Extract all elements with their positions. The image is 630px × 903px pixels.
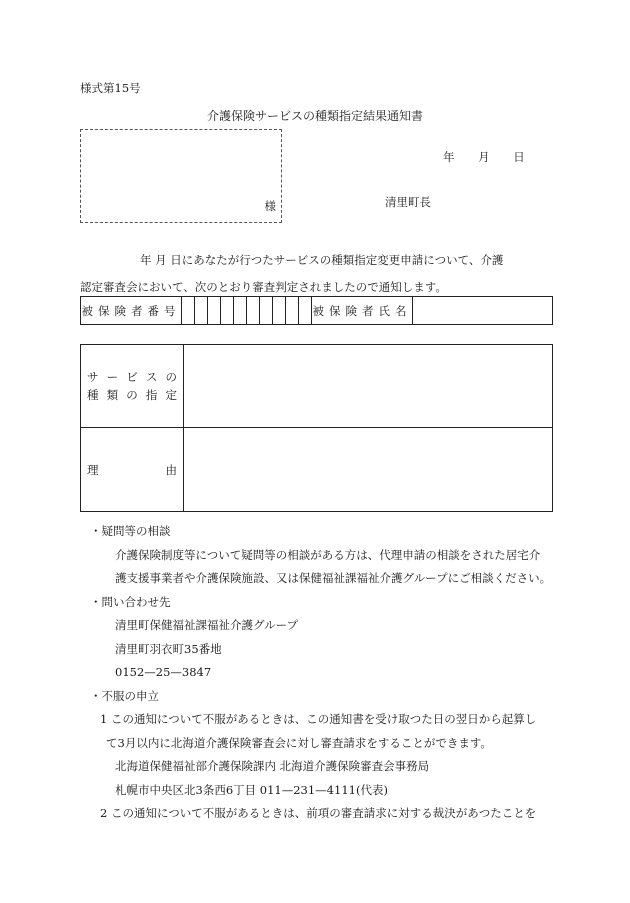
contact-address: 清里町羽衣町35番地 [115, 641, 222, 656]
insured-number-digit[interactable] [273, 297, 286, 325]
addressee-box[interactable] [80, 129, 282, 223]
document-title: 介護保険サービスの種類指定結果通知書 [206, 109, 423, 123]
notes-section [80, 520, 555, 826]
insured-number-digit[interactable] [208, 297, 221, 325]
label-char: の [165, 370, 177, 384]
insured-name-field[interactable] [413, 297, 553, 325]
insured-number-digit[interactable] [286, 297, 299, 325]
addressee-suffix: 様 [264, 199, 276, 213]
insured-number-digit[interactable] [221, 297, 234, 325]
insured-number-label: 被保険者番号 [81, 297, 182, 325]
insured-number-digit[interactable] [234, 297, 247, 325]
insured-number-digit[interactable] [182, 297, 195, 325]
label-char: 類 [106, 388, 119, 402]
designation-label-line-2 [87, 386, 177, 404]
insured-number-digit[interactable] [299, 297, 312, 325]
label-char: ー [106, 370, 119, 384]
label-char: ス [145, 370, 158, 384]
appeal-1-line-2: て3月以内に北海道介護保険審査会に対し審査請求をすることができます。 [106, 735, 492, 750]
label-char: 定 [165, 388, 177, 402]
appeal-heading: ・不服の申立 [90, 688, 159, 703]
insured-number-digit[interactable] [247, 297, 260, 325]
service-table [80, 344, 553, 512]
label-char: 指 [145, 388, 158, 402]
label-char: 理 [87, 462, 99, 477]
consultation-text-1: 介護保険制度等について疑問等の相談がある方は、代理申請の相談をされた居宅介 [115, 547, 541, 562]
appeal-1-office: 北海道保健福祉部介護保険課内 北海道介護保険審査会事務局 [115, 759, 430, 773]
issue-date: 年 月 日 [443, 150, 525, 164]
contact-heading: ・問い合わせ先 [90, 594, 171, 609]
appeal-2-line-1: 2 この通知について不服があるときは、前項の審査請求に対する裁決があつたことを [100, 806, 537, 820]
consultation-heading: ・疑問等の相談 [90, 524, 171, 538]
service-designation-field[interactable] [184, 345, 553, 428]
intro-text [80, 247, 550, 301]
service-designation-label [81, 345, 184, 428]
contact-phone: 0152—25—3847 [115, 665, 212, 679]
appeal-1-line-1: 1 この通知について不服があるときは、この通知書を受け取つた日の翌日から起算し [100, 712, 537, 726]
label-char: 由 [165, 462, 177, 477]
consultation-text-2: 護支援事業者や介護保険施設、又は保健福祉課福祉介護グループにご相談ください。 [115, 571, 552, 585]
insured-number-digit[interactable] [195, 297, 208, 325]
insured-number-digit[interactable] [260, 297, 273, 325]
label-char: ビ [126, 370, 138, 384]
appeal-1-address: 札幌市中央区北3条西6丁目 011—231—4111(代表) [115, 782, 388, 797]
label-char: の [126, 388, 138, 402]
issuer-name: 清里町長 [385, 195, 431, 209]
insured-id-table [80, 296, 553, 325]
reason-label [81, 428, 184, 512]
contact-org: 清里町保健福祉課福祉介護グループ [115, 618, 299, 632]
form-number: 様式第15号 [80, 81, 141, 95]
label-char: サ [87, 370, 99, 384]
designation-label-line-1 [87, 368, 177, 386]
intro-line-2: 認定審査会において、次のとおり審査判定されましたので通知します。 [80, 280, 447, 294]
intro-line-1: 年 月 日にあなたが行つたサービスの種類指定変更申請について、介護 [140, 253, 504, 267]
label-char: 種 [87, 388, 99, 402]
reason-field[interactable] [184, 428, 553, 512]
insured-name-label: 被保険者氏名 [312, 297, 413, 325]
